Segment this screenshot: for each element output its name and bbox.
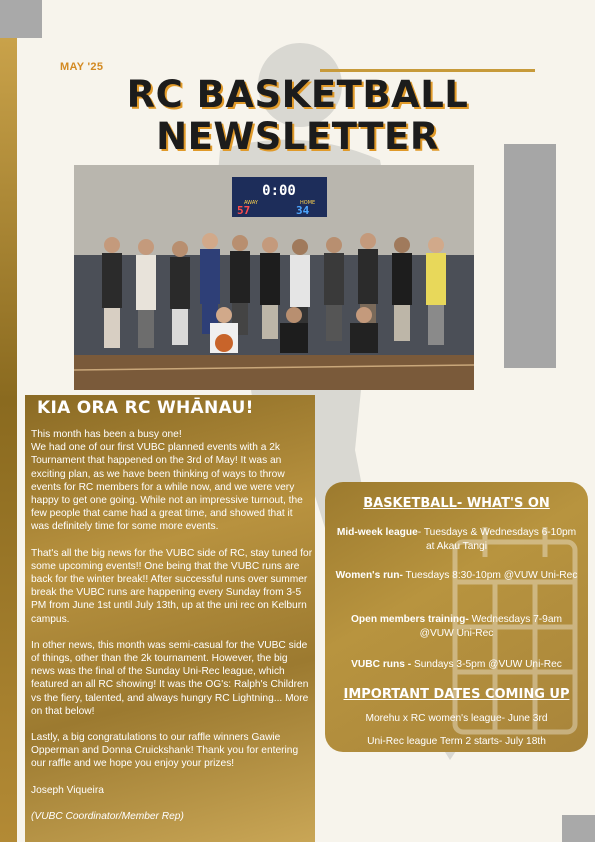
intro-body — [31, 428, 313, 836]
whats-on-item-detail: Sundays 3-5pm @VUW Uni-Rec — [411, 659, 562, 670]
whats-on-item-detail: Wednesdays 7-9am @VUW Uni-Rec — [419, 614, 562, 639]
decorative-corner-square — [0, 0, 42, 38]
intro-panel — [25, 395, 315, 842]
signature-name: Joseph Viqueira — [31, 784, 104, 796]
title-line-2: NEWSLETTER — [156, 115, 439, 158]
intro-heading: KIA ORA RC WHĀNAU! — [37, 398, 254, 418]
team-photo — [74, 165, 474, 390]
decorative-corner-square-bottom — [562, 815, 595, 842]
important-dates-title: IMPORTANT DATES COMING UP — [343, 687, 570, 702]
important-date-item: Uni-Rec league Term 2 starts- July 18th — [367, 736, 546, 747]
signature-role: (VUBC Coordinator/Member Rep) — [31, 810, 184, 822]
scoreboard-score-away: 57 — [237, 204, 251, 217]
page-title — [0, 74, 595, 158]
decorative-gold-bar — [0, 38, 17, 842]
scoreboard-home-label: HOME — [300, 200, 316, 206]
whats-on-item-label: VUBC runs - — [351, 659, 412, 670]
whats-on-panel — [325, 482, 588, 752]
intro-paragraph-4: Lastly, a big congratulations to our raffle winners Gawie Opperman and Donna Cruickshank! Thank you for entering our raffle and we hope you enjoy your prizes! — [31, 732, 299, 770]
whats-on-title: BASKETBALL- WHAT'S ON — [363, 496, 550, 511]
whats-on-item-label: Mid-week league — [336, 527, 418, 538]
whats-on-item — [333, 526, 580, 554]
scoreboard-score-home: 34 — [296, 204, 310, 217]
issue-date: MAY '25 — [60, 61, 104, 73]
whats-on-item-detail: Tuesdays 8:30-10pm @VUW Uni-Rec — [402, 570, 578, 581]
whats-on-item-detail: - Tuesdays & Wednesdays 6-10pm at Akau Tangi — [417, 527, 577, 552]
decorative-grey-rectangle — [504, 144, 556, 368]
header-rule — [320, 69, 535, 72]
whats-on-item — [333, 613, 580, 641]
whats-on-item-label: Women's run- — [335, 570, 403, 581]
intro-paragraph-1: This month has been a busy one! We had one of our first VUBC planned events with a 2k Tournament that happened on the 3rd of May! It was an exciting plan, as we have been thinking of ways to throw events for RC members for a while now, and we were very happy to get one going. While not an impressive turnout, the few people that came had a great time, and showed that it was definitely time for some more events. — [31, 429, 303, 533]
scoreboard-time: 0:00 — [262, 183, 296, 199]
title-line-1: RC BASKETBALL — [126, 73, 469, 116]
whats-on-item-label: Open members training- — [351, 614, 469, 625]
whats-on-item — [333, 569, 580, 583]
scoreboard-away-label: AWAY — [244, 200, 258, 206]
intro-paragraph-2: That's all the big news for the VUBC side of RC, stay tuned for some upcoming events!! One being that the VUBC runs are back for the winter break!! After successful runs over summer break the VUBC runs are happening every Sunday from 3-5 PM from June 1st until July 13th, up at the uni rec on Kelburn campus. — [31, 547, 313, 625]
whats-on-item — [333, 658, 580, 672]
important-date-item: Morehu x RC women's league- June 3rd — [365, 713, 548, 724]
intro-paragraph-3: In other news, this month was semi-casual for the VUBC side of things, other than the 2k tournament. However, the big news was the final of the Sunday Uni-Rec league, which featured an all RC showing! It was the OG's: Ralph's Children vs the fiery, talented, and always hungry RC Lightning... More on that below! — [31, 639, 309, 717]
